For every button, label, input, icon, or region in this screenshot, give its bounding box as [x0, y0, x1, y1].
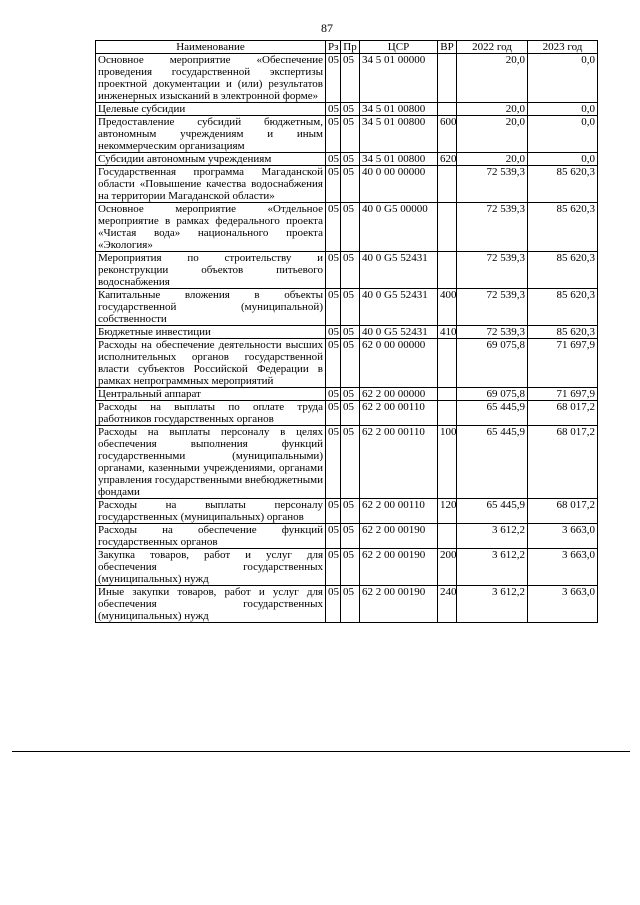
row-name: Расходы на обеспечение деятельности высших исполнительных органов государственной власти субъектов Российской Федерации в рамках непрограммных мероприятий	[96, 339, 326, 388]
row-2022: 72 539,3	[457, 203, 528, 252]
table-row	[96, 586, 598, 623]
row-vr	[438, 166, 457, 203]
row-2023: 0,0	[528, 103, 598, 116]
row-rz: 05	[326, 326, 341, 339]
header-csr: ЦСР	[360, 41, 438, 54]
row-pr: 05	[341, 388, 360, 401]
row-name: Иные закупки товаров, работ и услуг для обеспечения государственных (муниципальных) нужд	[96, 586, 326, 623]
row-rz: 05	[326, 103, 341, 116]
row-name: Основное мероприятие «Обеспечение проведения государственной экспертизы проектной документации и (или) результатов инженерных изысканий в электронной форме»	[96, 54, 326, 103]
table-row	[96, 203, 598, 252]
row-rz: 05	[326, 289, 341, 326]
row-2023: 85 620,3	[528, 203, 598, 252]
header-rz: Рз	[326, 41, 341, 54]
row-rz: 05	[326, 252, 341, 289]
row-vr: 600	[438, 116, 457, 153]
header-2022: 2022 год	[457, 41, 528, 54]
row-csr: 62 2 00 00110	[360, 426, 438, 499]
row-pr: 05	[341, 252, 360, 289]
row-2022: 20,0	[457, 54, 528, 103]
row-pr: 05	[341, 54, 360, 103]
table-row	[96, 103, 598, 116]
row-vr: 200	[438, 549, 457, 586]
row-pr: 05	[341, 289, 360, 326]
header-2023: 2023 год	[528, 41, 598, 54]
row-2023: 71 697,9	[528, 388, 598, 401]
row-pr: 05	[341, 426, 360, 499]
header-pr: Пр	[341, 41, 360, 54]
row-2022: 69 075,8	[457, 339, 528, 388]
table-row	[96, 289, 598, 326]
table-row	[96, 252, 598, 289]
table-row	[96, 339, 598, 388]
row-2022: 72 539,3	[457, 252, 528, 289]
table-body	[96, 54, 598, 623]
row-rz: 05	[326, 401, 341, 426]
row-2023: 68 017,2	[528, 401, 598, 426]
row-2023: 85 620,3	[528, 326, 598, 339]
row-name: Расходы на выплаты персоналу в целях обеспечения выполнения функций государственными (муниципальными) органами, казенными учреждениями, органами управления государственными внебюджетными фондами	[96, 426, 326, 499]
row-pr: 05	[341, 499, 360, 524]
row-vr	[438, 203, 457, 252]
row-csr: 62 2 00 00000	[360, 388, 438, 401]
row-csr: 40 0 G5 52431	[360, 289, 438, 326]
row-2022: 72 539,3	[457, 289, 528, 326]
row-rz: 05	[326, 54, 341, 103]
row-csr: 34 5 01 00000	[360, 54, 438, 103]
table-row	[96, 426, 598, 499]
table-row	[96, 401, 598, 426]
row-csr: 62 2 00 00190	[360, 586, 438, 623]
row-csr: 40 0 G5 52431	[360, 326, 438, 339]
row-2022: 20,0	[457, 153, 528, 166]
row-csr: 62 2 00 00190	[360, 524, 438, 549]
row-rz: 05	[326, 388, 341, 401]
row-name: Центральный аппарат	[96, 388, 326, 401]
row-pr: 05	[341, 326, 360, 339]
row-vr	[438, 252, 457, 289]
row-vr: 620	[438, 153, 457, 166]
row-2022: 65 445,9	[457, 499, 528, 524]
row-pr: 05	[341, 339, 360, 388]
row-rz: 05	[326, 166, 341, 203]
row-2022: 72 539,3	[457, 326, 528, 339]
row-vr	[438, 54, 457, 103]
table-row	[96, 54, 598, 103]
row-rz: 05	[326, 339, 341, 388]
row-rz: 05	[326, 499, 341, 524]
row-csr: 62 0 00 00000	[360, 339, 438, 388]
row-2022: 65 445,9	[457, 426, 528, 499]
table-row	[96, 326, 598, 339]
row-pr: 05	[341, 166, 360, 203]
row-2023: 0,0	[528, 153, 598, 166]
row-name: Целевые субсидии	[96, 103, 326, 116]
row-2023: 3 663,0	[528, 586, 598, 623]
row-vr	[438, 524, 457, 549]
row-rz: 05	[326, 586, 341, 623]
row-rz: 05	[326, 524, 341, 549]
table-row	[96, 153, 598, 166]
row-pr: 05	[341, 524, 360, 549]
row-vr	[438, 388, 457, 401]
row-csr: 34 5 01 00800	[360, 153, 438, 166]
table-row	[96, 549, 598, 586]
table-row	[96, 116, 598, 153]
row-name: Субсидии автономным учреждениям	[96, 153, 326, 166]
row-vr: 240	[438, 586, 457, 623]
row-vr	[438, 401, 457, 426]
header-name: Наименование	[96, 41, 326, 54]
row-2023: 85 620,3	[528, 252, 598, 289]
row-pr: 05	[341, 103, 360, 116]
budget-table	[95, 40, 598, 623]
row-vr: 400	[438, 289, 457, 326]
row-name: Капитальные вложения в объекты государственной (муниципальной) собственности	[96, 289, 326, 326]
row-rz: 05	[326, 203, 341, 252]
footer-divider	[12, 751, 630, 752]
table-row	[96, 499, 598, 524]
row-name: Предоставление субсидий бюджетным, автономным учреждениям и иным некоммерческим организациям	[96, 116, 326, 153]
row-name: Государственная программа Магаданской области «Повышение качества водоснабжения на территории Магаданской области»	[96, 166, 326, 203]
row-rz: 05	[326, 426, 341, 499]
row-2023: 85 620,3	[528, 289, 598, 326]
row-2022: 3 612,2	[457, 524, 528, 549]
row-2023: 85 620,3	[528, 166, 598, 203]
row-vr	[438, 339, 457, 388]
row-csr: 40 0 G5 52431	[360, 252, 438, 289]
row-2022: 72 539,3	[457, 166, 528, 203]
table-row	[96, 388, 598, 401]
row-2023: 3 663,0	[528, 524, 598, 549]
row-pr: 05	[341, 153, 360, 166]
row-csr: 34 5 01 00800	[360, 116, 438, 153]
row-vr: 120	[438, 499, 457, 524]
row-csr: 62 2 00 00110	[360, 401, 438, 426]
row-2023: 0,0	[528, 54, 598, 103]
row-name: Мероприятия по строительству и реконструкции объектов питьевого водоснабжения	[96, 252, 326, 289]
row-2023: 68 017,2	[528, 499, 598, 524]
row-2022: 20,0	[457, 103, 528, 116]
row-pr: 05	[341, 401, 360, 426]
row-vr	[438, 103, 457, 116]
row-name: Закупка товаров, работ и услуг для обеспечения государственных (муниципальных) нужд	[96, 549, 326, 586]
row-csr: 40 0 00 00000	[360, 166, 438, 203]
table-row	[96, 524, 598, 549]
row-rz: 05	[326, 549, 341, 586]
row-csr: 62 2 00 00110	[360, 499, 438, 524]
row-rz: 05	[326, 116, 341, 153]
row-csr: 62 2 00 00190	[360, 549, 438, 586]
row-pr: 05	[341, 586, 360, 623]
row-name: Бюджетные инвестиции	[96, 326, 326, 339]
row-rz: 05	[326, 153, 341, 166]
row-2023: 0,0	[528, 116, 598, 153]
row-2023: 71 697,9	[528, 339, 598, 388]
row-name: Расходы на выплаты по оплате труда работников государственных органов	[96, 401, 326, 426]
row-2022: 20,0	[457, 116, 528, 153]
row-2023: 68 017,2	[528, 426, 598, 499]
row-vr: 100	[438, 426, 457, 499]
row-name: Основное мероприятие «Отдельное мероприятие в рамках федерального проекта «Чистая вода» национального проекта «Экология»	[96, 203, 326, 252]
row-name: Расходы на выплаты персоналу государственных (муниципальных) органов	[96, 499, 326, 524]
page-number: 87	[321, 21, 333, 35]
header-vr: ВР	[438, 41, 457, 54]
table-header-row	[96, 41, 598, 54]
row-2023: 3 663,0	[528, 549, 598, 586]
row-2022: 3 612,2	[457, 549, 528, 586]
row-2022: 65 445,9	[457, 401, 528, 426]
row-csr: 40 0 G5 00000	[360, 203, 438, 252]
row-vr: 410	[438, 326, 457, 339]
row-pr: 05	[341, 203, 360, 252]
row-pr: 05	[341, 549, 360, 586]
row-pr: 05	[341, 116, 360, 153]
table-row	[96, 166, 598, 203]
row-2022: 3 612,2	[457, 586, 528, 623]
row-name: Расходы на обеспечение функций государственных органов	[96, 524, 326, 549]
row-2022: 69 075,8	[457, 388, 528, 401]
row-csr: 34 5 01 00800	[360, 103, 438, 116]
